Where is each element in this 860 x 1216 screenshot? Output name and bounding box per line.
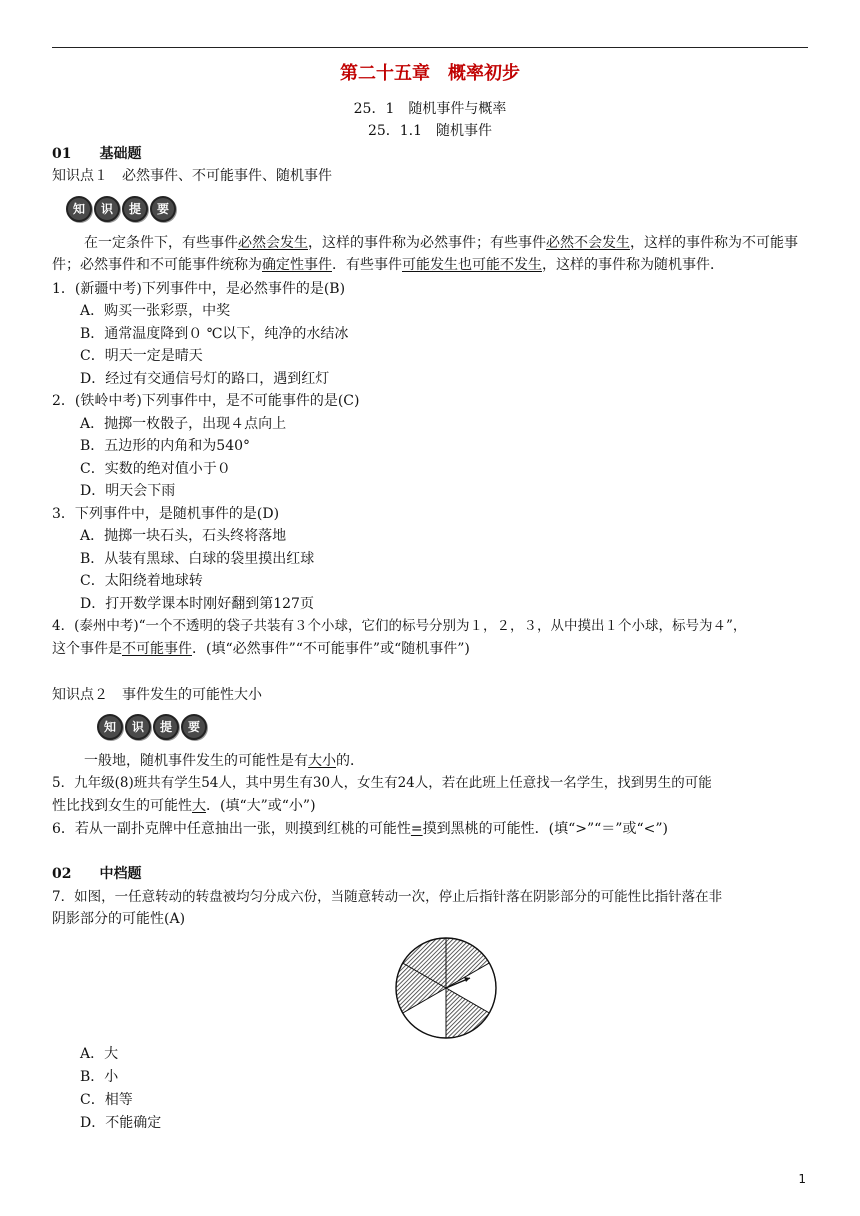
knowledge-point-1: 知识点１ 必然事件、不可能事件、随机事件	[52, 168, 332, 184]
q4-answer: 不可能事件	[122, 641, 192, 657]
badge-char: 知	[97, 714, 123, 740]
kp2-intro-answer: 大小	[308, 753, 336, 769]
q1-option-b: B．通常温度降到０ ℃以下，纯净的水结冰	[80, 326, 349, 342]
q7-option-a: A．大	[80, 1046, 119, 1062]
header-rule	[52, 47, 808, 48]
question-4-line2	[52, 639, 808, 659]
question-4-line1: 4．(泰州中考)“一个不透明的袋子共装有３个小球，它们的标号分别为１，２，３，从中摸出１个小球，标号为４”，	[52, 618, 747, 634]
part1-heading: 01 基础题	[52, 146, 142, 162]
badge-char: 识	[125, 714, 151, 740]
intro-text-segment: ，这样的事件称为必然事件；有些事件	[308, 235, 546, 251]
kp2-intro-pre: 一般地，随机事件发生的可能性是有	[84, 753, 308, 769]
question-2-stem: 2．(铁岭中考)下列事件中，是不可能事件的是(C)	[52, 393, 360, 409]
knowledge-badge-1	[66, 196, 176, 222]
intro-answer-underlined: 必然不会发生	[546, 235, 630, 251]
subsection-title: 25．1.1 随机事件	[367, 123, 493, 139]
spinner-figure	[393, 935, 499, 1041]
question-5-line2	[52, 796, 808, 816]
q3-option-c: C．太阳绕着地球转	[80, 573, 203, 589]
intro-text-segment: ，这样的事件称为随机事件．	[542, 257, 724, 273]
q4-pre: 这个事件是	[52, 641, 122, 657]
chapter-title: 第二十五章 概率初步	[340, 63, 520, 84]
knowledge-badge-2	[97, 714, 207, 740]
intro-text-segment: ．有些事件	[332, 257, 402, 273]
badge-char: 提	[153, 714, 179, 740]
q1-option-d: D．经过有交通信号灯的路口，遇到红灯	[80, 371, 330, 387]
question-5-line1: 5．九年级(8)班共有学生54人，其中男生有30人，女生有24人，若在此班上任意找一名学生，找到男生的可能	[52, 775, 712, 791]
intro-answer-underlined: 可能发生也可能不发生	[402, 257, 542, 273]
kp1-intro-paragraph	[52, 232, 808, 276]
q2-option-a: A．抛掷一枚骰子，出现４点向上	[80, 416, 287, 432]
q3-option-a: A．抛掷一块石头，石头终将落地	[80, 528, 287, 544]
q5-answer: 大	[192, 798, 206, 814]
badge-char: 识	[94, 196, 120, 222]
q3-option-d: D．打开数学课本时刚好翻到第127页	[80, 596, 314, 612]
q5-pre: 性比找到女生的可能性	[52, 798, 192, 814]
q7-option-c: C．相等	[80, 1092, 133, 1108]
q5-post: ．(填“大”或“小”)	[206, 798, 316, 814]
badge-char: 要	[150, 196, 176, 222]
badge-char: 知	[66, 196, 92, 222]
badge-char: 提	[122, 196, 148, 222]
question-3-stem: 3．下列事件中，是随机事件的是(D)	[52, 506, 280, 522]
q6-answer: =	[410, 821, 423, 837]
page-number: 1	[798, 1172, 806, 1186]
intro-text-segment: ，这样的事件称为不可能事件；必然事件和不可能事件统称为	[52, 235, 798, 273]
q7-option-d: D．不能确定	[80, 1115, 162, 1131]
question-6	[52, 819, 808, 839]
question-1-stem: 1．(新疆中考)下列事件中，是必然事件的是(B)	[52, 281, 346, 297]
q6-pre: 6．若从一副扑克牌中任意抽出一张，则摸到红桃的可能性	[52, 821, 411, 837]
q6-post: 摸到黑桃的可能性．(填“>”“＝”或“<”)	[422, 821, 668, 837]
q1-option-c: C．明天一定是晴天	[80, 348, 203, 364]
q4-post: ．(填“必然事件”“不可能事件”或“随机事件”)	[192, 641, 470, 657]
q3-option-b: B．从装有黑球、白球的袋里摸出红球	[80, 551, 315, 567]
intro-answer-underlined: 确定性事件	[262, 257, 332, 273]
q2-option-b: B．五边形的内角和为540°	[80, 438, 251, 454]
part2-heading: 02 中档题	[52, 866, 142, 882]
q7-option-b: B．小	[80, 1069, 119, 1085]
intro-text-segment: 在一定条件下，有些事件	[84, 235, 238, 251]
intro-answer-underlined: 必然会发生	[238, 235, 308, 251]
question-7-line1: 7．如图，一任意转动的转盘被均匀分成六份，当随意转动一次，停止后指针落在阴影部分的可能性比指针落在非	[52, 889, 723, 905]
knowledge-point-2: 知识点２ 事件发生的可能性大小	[52, 687, 262, 703]
kp2-intro-post: 的．	[336, 753, 364, 769]
section-title: 25．1 随机事件与概率	[353, 101, 507, 117]
badge-char: 要	[181, 714, 207, 740]
kp2-intro	[84, 751, 808, 771]
q2-option-c: C．实数的绝对值小于０	[80, 461, 231, 477]
question-7-line2: 阴影部分的可能性(A)	[52, 911, 186, 927]
q2-option-d: D．明天会下雨	[80, 483, 176, 499]
q1-option-a: A．购买一张彩票，中奖	[80, 303, 231, 319]
